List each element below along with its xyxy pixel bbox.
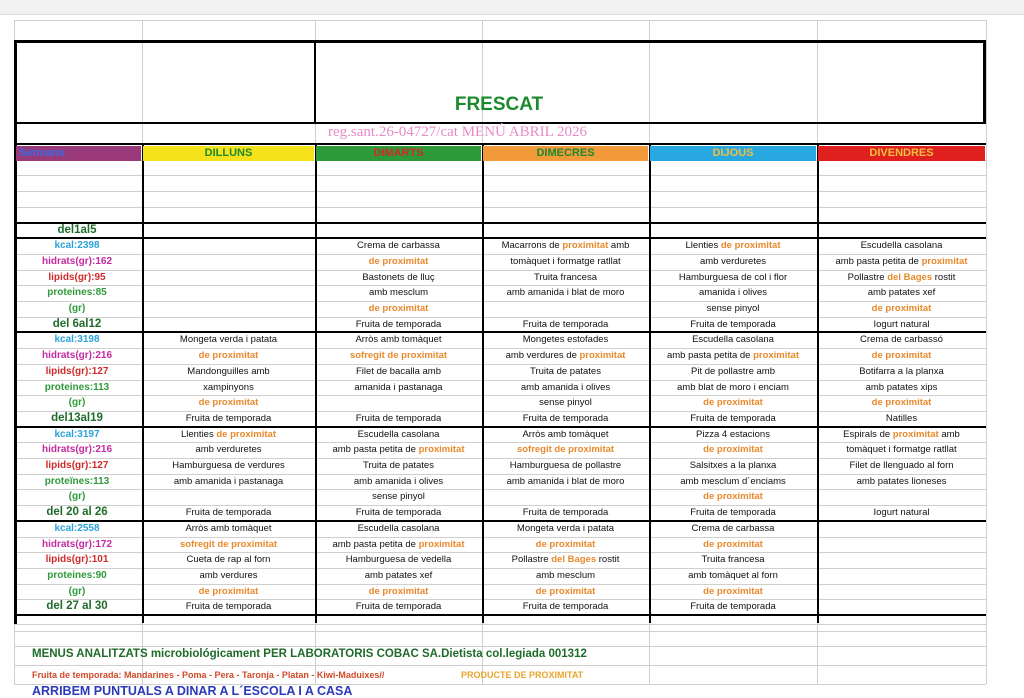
menu-text: rostit [596, 554, 620, 566]
menu-text: Fruita de temporada [690, 318, 776, 330]
menu-text: amb patates lioneses [856, 475, 947, 487]
menu-cell [144, 599, 313, 614]
menu-text: rostit [932, 271, 956, 283]
menu-cell [651, 458, 815, 473]
menu-cell [651, 505, 815, 520]
grid-line [14, 489, 986, 490]
header-day-tuesday: DIMARTS [316, 146, 481, 161]
menu-text: Filet de bacalla amb [355, 365, 442, 377]
menu-cell [317, 301, 480, 316]
menu-text: Hamburguesa de pollastre [509, 460, 622, 471]
highlight-proximitat: proximitat [921, 255, 968, 267]
menu-cell [317, 458, 480, 473]
menu-cell [651, 521, 815, 536]
highlight-proximitat: de proximitat [535, 538, 596, 550]
menu-text: Fruita de temporada [522, 412, 609, 424]
menu-cell [651, 270, 815, 285]
menu-text: amanida i olives [698, 287, 768, 299]
menu-text: tomàquet i formatge ratllat [510, 255, 621, 267]
menu-cell [484, 458, 647, 473]
header-day-wednesday: DIMECRES [483, 146, 648, 161]
menu-text: Arròs amb tomàquet [355, 334, 442, 346]
highlight-proximitat: proximitat [418, 538, 465, 550]
menu-cell [317, 442, 480, 457]
grid-line [14, 207, 986, 208]
menu-cell [819, 474, 984, 489]
menu-cell [819, 317, 984, 332]
grid-line [14, 40, 986, 43]
footer-slogan: ARRIBEM PUNTUALS A DINAR A L´ESCOLA I A CASA [32, 684, 353, 698]
menu-cell [317, 599, 480, 614]
menu-text: Mongeta verda i patata [516, 522, 615, 534]
nutrition-label: hidrats(gr):216 [41, 350, 112, 362]
menu-cell [651, 301, 815, 316]
menu-cell [819, 442, 984, 457]
menu-cell [317, 332, 480, 347]
menu-cell [819, 364, 984, 379]
menu-text: amb blat de moro i enciam [677, 381, 789, 393]
menu-cell [651, 584, 815, 599]
menu-text: amb amanida i pastanaga [173, 475, 284, 487]
menu-text: Hamburguesa de verdures [172, 460, 285, 471]
menu-text: Fruita de temporada [355, 601, 442, 613]
menu-text: Fruita de temporada [185, 412, 272, 424]
menu-cell [819, 458, 984, 473]
menu-text: amb [608, 240, 630, 252]
menu-cell [144, 521, 313, 536]
menu-text: amb verduretes [699, 255, 766, 267]
menu-cell [819, 348, 984, 363]
menu-text: Escudella casolana [357, 522, 440, 534]
menu-cell [651, 364, 815, 379]
highlight-proximitat: de proximitat [216, 428, 277, 440]
nutrition-label: (gr) [68, 303, 86, 314]
menu-cell [651, 411, 815, 426]
menu-cell [651, 238, 815, 253]
menu-text: amb amanida i olives [353, 475, 444, 487]
menu-text: Pit de pollastre amb [691, 365, 775, 377]
menu-cell [484, 442, 647, 457]
footer-seasonal-fruits: Fruita de temporada: Mandarines - Poma - Pera - Taronja - Platan - Kiwi-Maduixes// [32, 670, 385, 680]
menu-cell [484, 317, 647, 332]
menu-text: Pollastre [847, 271, 888, 283]
menu-cell [819, 270, 984, 285]
menu-cell [484, 411, 647, 426]
menu-text: amb verdures de [505, 350, 580, 362]
menu-text: Escudella casolana [860, 240, 943, 252]
menu-text: Fruita de temporada [355, 412, 442, 424]
menu-cell [484, 552, 647, 567]
menu-cell [144, 537, 313, 552]
highlight-proximitat: de proximitat [535, 585, 596, 597]
menu-cell [819, 285, 984, 300]
menu-cell [484, 505, 647, 520]
nutrition-label: proteines:85 [47, 287, 107, 299]
menu-text: Fruita de temporada [690, 507, 776, 519]
menu-text: Fruita de temporada [185, 507, 272, 519]
nutrition-label: hidrats(gr):172 [41, 538, 112, 550]
highlight-proximitat: de proximitat [703, 491, 763, 503]
menu-cell [819, 395, 984, 410]
menu-text: amb pasta petita de [332, 444, 419, 456]
highlight-proximitat: sofregit de proximitat [179, 538, 278, 550]
menu-cell [484, 395, 647, 410]
grid-line [14, 191, 986, 192]
menu-cell [484, 254, 647, 269]
menu-text: Llenties [180, 428, 217, 440]
menu-cell [484, 332, 647, 347]
menu-cell [484, 285, 647, 300]
menu-text: Fruita de temporada [522, 318, 609, 330]
grid-line [14, 624, 986, 625]
week-range-label: del 20 al 26 [46, 506, 108, 519]
nutrition-label: proteines:113 [44, 381, 110, 393]
menu-text: Crema de carbassó [860, 334, 943, 346]
nutrition-label: hidrats(gr):162 [41, 255, 112, 267]
highlight-proximitat: de proximitat [871, 303, 932, 314]
header-day-thursday: DIJOUS [650, 146, 816, 161]
menu-text: amb amanida i blat de moro [506, 475, 625, 487]
menu-cell [317, 411, 480, 426]
menu-text: sense pinyol [706, 303, 760, 314]
menu-text: Fruita de temporada [690, 412, 776, 424]
grid-line [14, 175, 986, 176]
menu-cell [651, 568, 815, 583]
menu-cell [317, 238, 480, 253]
nutrition-label: kcal:2558 [54, 522, 100, 534]
nutrition-label: lipids(gr):127 [45, 365, 109, 377]
grid-line [14, 631, 986, 632]
menu-text: Escudella casolana [357, 428, 440, 440]
menu-text: Crema de carbassa [691, 522, 775, 534]
menu-cell [484, 568, 647, 583]
menu-cell [144, 505, 313, 520]
highlight-proximitat: de proximitat [871, 397, 932, 409]
menu-text: Fruita de temporada [522, 507, 609, 519]
highlight-proximitat: sofregit de proximitat [349, 350, 448, 362]
menu-cell [651, 348, 815, 363]
highlight-proximitat: de proximitat [368, 255, 429, 267]
menu-cell [651, 552, 815, 567]
highlight-proximitat: proximitat [562, 240, 609, 252]
highlight-proximitat: sofregit de proximitat [516, 444, 615, 456]
menu-cell [651, 254, 815, 269]
menu-text: Natilles [885, 412, 918, 424]
menu-cell [651, 285, 815, 300]
menu-cell [144, 364, 313, 379]
menu-cell [484, 270, 647, 285]
menu-text: sense pinyol [372, 491, 425, 503]
highlight-proximitat: proximitat [418, 444, 465, 456]
menu-cell [651, 474, 815, 489]
menu-cell [651, 427, 815, 442]
grid-line [14, 222, 986, 224]
highlight-proximitat: de proximitat [198, 397, 259, 409]
menu-cell [651, 332, 815, 347]
menu-cell [144, 380, 313, 395]
menu-cell [651, 442, 815, 457]
menu-text: Mongeta verda i patata [179, 334, 278, 346]
menu-cell [317, 474, 480, 489]
grid-line [14, 614, 986, 616]
menu-text: tomàquet i formatge ratllat [846, 444, 957, 456]
menu-cell [819, 254, 984, 269]
menu-cell [651, 395, 815, 410]
highlight-proximitat: proximitat [892, 428, 939, 440]
menu-cell [144, 584, 313, 599]
menu-text: amanida i pastanaga [354, 381, 443, 393]
highlight-proximitat: del Bages [887, 271, 933, 283]
menu-text: amb mesclum [535, 569, 596, 581]
menu-cell [651, 599, 815, 614]
menu-text: amb tomàquet al forn [688, 569, 778, 581]
menu-text: Salsitxes a la planxa [689, 460, 777, 471]
menu-cell [317, 489, 480, 504]
nutrition-label: proteïnes:113 [44, 475, 110, 487]
menu-cell [317, 317, 480, 332]
menu-cell [144, 568, 313, 583]
highlight-proximitat: de proximitat [703, 585, 763, 597]
menu-cell [144, 411, 313, 426]
grid-line [14, 646, 986, 647]
registration-and-month: reg.sant.26-04727/cat MENÚ ABRIL 2026 [328, 124, 587, 140]
menu-text: Mandonguilles amb [187, 365, 270, 377]
menu-cell [819, 411, 984, 426]
menu-text: amb patates xips [865, 381, 938, 393]
menu-text: Escudella casolana [692, 334, 774, 346]
menu-text: Iogurt natural [873, 507, 930, 519]
highlight-proximitat: de proximitat [198, 350, 259, 362]
nutrition-label: (gr) [68, 397, 86, 409]
menu-text: Fruita de temporada [185, 601, 272, 613]
menu-cell [484, 521, 647, 536]
nutrition-label: hidrats(gr):216 [41, 444, 112, 456]
menu-cell [317, 348, 480, 363]
menu-cell [484, 537, 647, 552]
menu-cell [144, 442, 313, 457]
menu-cell [317, 568, 480, 583]
menu-cell [317, 285, 480, 300]
week-range-label: del 6al12 [52, 317, 102, 330]
menu-cell [484, 474, 647, 489]
highlight-proximitat: proximitat [753, 350, 800, 362]
menu-text: Truita francesa [533, 271, 597, 283]
footer-local-product: PRODUCTE DE PROXIMITAT [461, 670, 584, 680]
week-range-label: del 27 al 30 [46, 600, 108, 613]
menu-cell [317, 521, 480, 536]
menu-cell [651, 380, 815, 395]
menu-text: amb mesclum [368, 287, 429, 299]
menu-cell [317, 254, 480, 269]
menu-cell [484, 584, 647, 599]
menu-text: amb patates xef [364, 569, 433, 581]
menu-text: amb verdures [199, 569, 258, 581]
menu-text: Mongetes estofades [522, 334, 609, 346]
menu-text: Fruita de temporada [355, 507, 442, 519]
menu-cell [317, 584, 480, 599]
menu-cell [819, 505, 984, 520]
grid-line [983, 40, 986, 122]
menu-text: Arròs amb tomàquet [185, 522, 272, 534]
menu-cell [144, 474, 313, 489]
menu-text: Botifarra a la planxa [859, 365, 944, 377]
menu-text: Fruita de temporada [355, 318, 442, 330]
highlight-proximitat: proximitat [579, 350, 626, 362]
menu-cell [484, 364, 647, 379]
menu-text: amb pasta petita de [835, 255, 922, 267]
grid-line [14, 20, 986, 21]
menu-cell [317, 537, 480, 552]
grid-line [986, 20, 987, 684]
menu-text: Macarrons de [501, 240, 563, 252]
highlight-proximitat: de proximitat [871, 350, 932, 362]
menu-text: amb amanida i olives [520, 381, 611, 393]
highlight-proximitat: de proximitat [720, 240, 781, 252]
nutrition-label: kcal:3198 [54, 334, 100, 346]
menu-cell [819, 238, 984, 253]
week-range-label: del13al19 [51, 411, 103, 424]
menu-cell [819, 380, 984, 395]
highlight-proximitat: de proximitat [198, 585, 259, 597]
menu-text: Fruita de temporada [522, 601, 609, 613]
highlight-proximitat: de proximitat [703, 538, 763, 550]
highlight-proximitat: de proximitat [703, 397, 763, 409]
menu-text: amb patates xef [867, 287, 936, 299]
week-range-label: del1al5 [57, 223, 97, 236]
highlight-proximitat: de proximitat [368, 303, 429, 314]
menu-text: xampinyons [203, 381, 254, 393]
highlight-proximitat: de proximitat [368, 585, 429, 597]
menu-cell [819, 301, 984, 316]
menu-cell [144, 458, 313, 473]
nutrition-label: lipids(gr):127 [45, 460, 109, 471]
menu-cell [144, 348, 313, 363]
nutrition-label: proteines:90 [47, 569, 107, 581]
highlight-proximitat: del Bages [551, 554, 597, 566]
menu-text: Filet de llenguado al forn [849, 460, 954, 471]
menu-text: Bastonets de lluç [362, 271, 435, 283]
menu-text: amb pasta petita de [332, 538, 419, 550]
menu-cell [651, 489, 815, 504]
menu-cell [651, 537, 815, 552]
menu-text: Truita francesa [701, 554, 765, 566]
nutrition-label: lipids(gr):101 [45, 554, 109, 566]
viewer-top-bar [0, 0, 1024, 15]
menu-cell [317, 427, 480, 442]
header-day-monday: DILLUNS [143, 146, 314, 161]
menu-cell [819, 427, 984, 442]
menu-text: Fruita de temporada [690, 601, 776, 613]
menu-cell [819, 332, 984, 347]
menu-cell [144, 395, 313, 410]
menu-cell [317, 270, 480, 285]
menu-text: Pollastre [511, 554, 552, 566]
nutrition-label: lipids(gr):95 [48, 271, 106, 283]
grid-line [14, 665, 986, 666]
menu-text: Truita de patates [530, 365, 601, 377]
menu-spreadsheet [14, 20, 986, 698]
menu-cell [317, 380, 480, 395]
menu-title: FRESCAT [454, 94, 544, 115]
menu-cell [651, 317, 815, 332]
nutrition-label: kcal:2398 [54, 240, 100, 252]
menu-text: Truita de patates [363, 460, 434, 471]
menu-text: amb [938, 428, 960, 440]
grid-line [314, 40, 316, 122]
menu-cell [317, 552, 480, 567]
menu-cell [317, 505, 480, 520]
menu-cell [144, 427, 313, 442]
menu-cell [484, 599, 647, 614]
menu-text: amb pasta petita de [666, 350, 754, 362]
menu-text: Hamburguesa de col i flor [678, 271, 788, 283]
menu-text: Espirals de [843, 428, 893, 440]
menu-text: Pizza 4 estacions [696, 428, 770, 440]
menu-text: Arròs amb tomàquet [522, 428, 609, 440]
menu-text: amb mesclum d´enciams [680, 475, 786, 487]
menu-text: Iogurt natural [873, 318, 930, 330]
menu-cell [484, 380, 647, 395]
menu-cell [144, 552, 313, 567]
menu-text: sense pinyol [539, 397, 592, 409]
nutrition-label: (gr) [68, 585, 86, 597]
nutrition-label: (gr) [68, 491, 86, 503]
menu-cell [484, 238, 647, 253]
menu-cell [484, 348, 647, 363]
menu-text: Crema de carbassa [357, 240, 440, 252]
highlight-proximitat: de proximitat [703, 444, 763, 456]
menu-text: amb amanida i blat de moro [506, 287, 625, 299]
menu-cell [317, 364, 480, 379]
menu-cell [144, 332, 313, 347]
header-week: Setmana [16, 146, 141, 161]
menu-cell [484, 427, 647, 442]
menu-text: amb verduretes [195, 444, 262, 456]
nutrition-label: kcal:3197 [54, 428, 100, 440]
menu-text: Llenties [685, 240, 721, 252]
footer-analysis-note: MENUS ANALITZATS microbiológicament PER LABORATORIS COBAC SA.Dietista col.legiada 001312 [32, 648, 587, 660]
menu-text: Cueta de rap al forn [186, 554, 271, 566]
grid-line [14, 143, 986, 145]
header-day-friday: DIVENDRES [818, 146, 985, 161]
menu-text: Hamburguesa de vedella [345, 554, 452, 566]
